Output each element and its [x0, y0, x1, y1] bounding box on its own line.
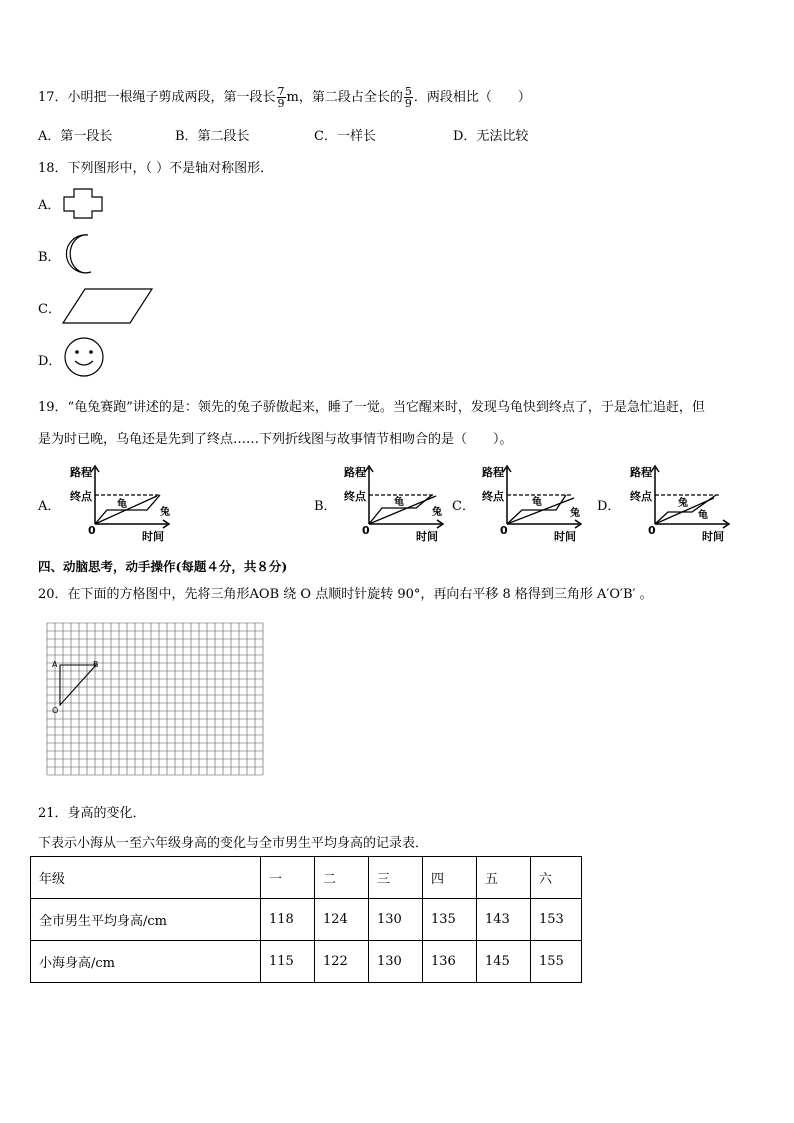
table-cell: 130 — [369, 899, 423, 941]
q19-graph-b-ylabel: 路程 — [344, 466, 366, 479]
q19-graph-d-ylabel: 路程 — [630, 466, 652, 479]
q18-option-a-label[interactable]: A． — [38, 198, 61, 213]
q17-options — [38, 125, 638, 143]
q17-mid: m，第二段占全长的 — [286, 90, 403, 105]
table-cell: 135 — [423, 899, 477, 941]
q18-option-c-label[interactable]: C． — [38, 302, 61, 317]
q19-graph-d-tortoise: 龟 — [698, 510, 708, 521]
q17-option-d[interactable]: D．无法比较 — [453, 129, 529, 144]
section-4-title: 四、动脑思考，动手操作(每题４分，共８分) — [38, 559, 288, 574]
q19-graph-b-xlabel: 时间 — [416, 530, 438, 543]
q19-graph-a-tortoise: 龟 — [117, 499, 127, 510]
q19-graph-b-finish: 终点 — [344, 490, 366, 503]
table-cell: 122 — [315, 941, 369, 983]
table-cell: 136 — [423, 941, 477, 983]
smiley-face-icon — [62, 336, 106, 378]
point-b-label: B — [93, 660, 99, 669]
q20-grid[interactable] — [44, 620, 270, 778]
q19-option-d-label[interactable]: D． — [597, 499, 621, 514]
table-cell: 143 — [477, 899, 531, 941]
table-cell: 145 — [477, 941, 531, 983]
q19-graph-b[interactable] — [336, 460, 461, 544]
point-o-label: O — [52, 706, 59, 715]
q20-stem: 20．在下面的方格图中，先将三角形AOB 绕 O 点顺时针旋转 90°，再向右平移 8 格得到三角形 A′O′B′ 。 — [38, 587, 653, 602]
table-header-row — [31, 857, 582, 899]
q19-graph-a-xlabel: 时间 — [142, 530, 164, 543]
height-record-table — [30, 856, 582, 983]
q19-graph-a-rabbit: 兔 — [160, 507, 170, 518]
q19-graph-c[interactable] — [474, 460, 599, 544]
parallelogram-icon — [60, 287, 160, 327]
table-row — [31, 899, 582, 941]
q18-option-b-label[interactable]: B． — [38, 250, 61, 265]
q17-stem — [38, 86, 531, 109]
q19-graph-a[interactable] — [62, 460, 187, 544]
q19-graph-c-rabbit: 兔 — [570, 508, 580, 519]
q17-fraction-1: $\frac{7}{9}$ — [277, 85, 285, 110]
q19-graph-d[interactable] — [622, 460, 747, 544]
table-header-cell: 三 — [369, 857, 423, 899]
table-cell: 115 — [261, 941, 315, 983]
q17-option-c[interactable]: C．一样长 — [314, 129, 376, 144]
table-cell: 118 — [261, 899, 315, 941]
q17-option-b[interactable]: B．第二段长 — [175, 129, 250, 144]
q19-graph-c-origin: 0 — [500, 524, 508, 537]
q19-graph-c-finish: 终点 — [482, 490, 504, 503]
q19-graph-d-finish: 终点 — [630, 490, 652, 503]
q19-graph-d-xlabel: 时间 — [702, 530, 724, 543]
q19-line-1: 19．“龟兔赛跑”讲述的是：领先的兔子骄傲起来，睡了一觉。当它醒来时，发现乌龟快到终点了，于是急忙追赶，但 — [38, 400, 705, 415]
q17-prefix: 17．小明把一根绳子剪成两段，第一段长 — [38, 90, 276, 105]
table-header-cell: 五 — [477, 857, 531, 899]
q19-graph-c-xlabel: 时间 — [554, 530, 576, 543]
table-header-cell: 六 — [531, 857, 582, 899]
q19-line-2: 是为时已晚，乌龟还是先到了终点……下列折线图与故事情节相吻合的是（ ）。 — [38, 432, 513, 447]
q19-graph-c-tortoise: 龟 — [532, 497, 542, 508]
q19-graph-a-finish: 终点 — [70, 490, 92, 503]
q19-option-a-label[interactable]: A． — [38, 499, 61, 514]
q19-option-c-label[interactable]: C． — [452, 499, 475, 514]
q19-graph-d-origin: 0 — [648, 524, 656, 537]
table-header-cell: 二 — [315, 857, 369, 899]
table-cell: 155 — [531, 941, 582, 983]
table-cell: 小海身高/cm — [31, 941, 261, 983]
point-a-label: A — [52, 660, 58, 669]
q17-option-a[interactable]: A．第一段长 — [38, 129, 113, 144]
q19-option-b-label[interactable]: B． — [314, 499, 337, 514]
table-cell: 124 — [315, 899, 369, 941]
table-row — [31, 941, 582, 983]
q19-graph-a-origin: 0 — [88, 524, 96, 537]
table-cell: 153 — [531, 899, 582, 941]
q17-fraction-2: $\frac{5}{9}$ — [404, 85, 412, 110]
crescent-moon-icon — [60, 232, 100, 276]
q17-suffix: ．两段相比（ ） — [413, 90, 531, 105]
q21-stem: 21．身高的变化． — [38, 806, 146, 821]
q19-graph-b-rabbit: 兔 — [432, 507, 442, 518]
table-cell: 130 — [369, 941, 423, 983]
q19-graph-c-ylabel: 路程 — [482, 466, 504, 479]
q18-stem: 18．下列图形中，（ ）不是轴对称图形． — [38, 161, 274, 176]
cross-shape-icon — [60, 185, 108, 221]
q19-graph-b-tortoise: 龟 — [394, 497, 404, 508]
table-header-cell: 年级 — [31, 857, 261, 899]
q19-graph-d-rabbit: 兔 — [678, 498, 688, 509]
q18-option-d-label[interactable]: D． — [38, 354, 62, 369]
grid-lines — [47, 623, 263, 775]
q19-graph-b-origin: 0 — [362, 524, 370, 537]
q21-description: 下表示小海从一至六年级身高的变化与全市男生平均身高的记录表． — [38, 836, 429, 851]
q19-graph-a-ylabel: 路程 — [70, 466, 92, 479]
table-header-cell: 一 — [261, 857, 315, 899]
table-cell: 全市男生平均身高/cm — [31, 899, 261, 941]
table-header-cell: 四 — [423, 857, 477, 899]
